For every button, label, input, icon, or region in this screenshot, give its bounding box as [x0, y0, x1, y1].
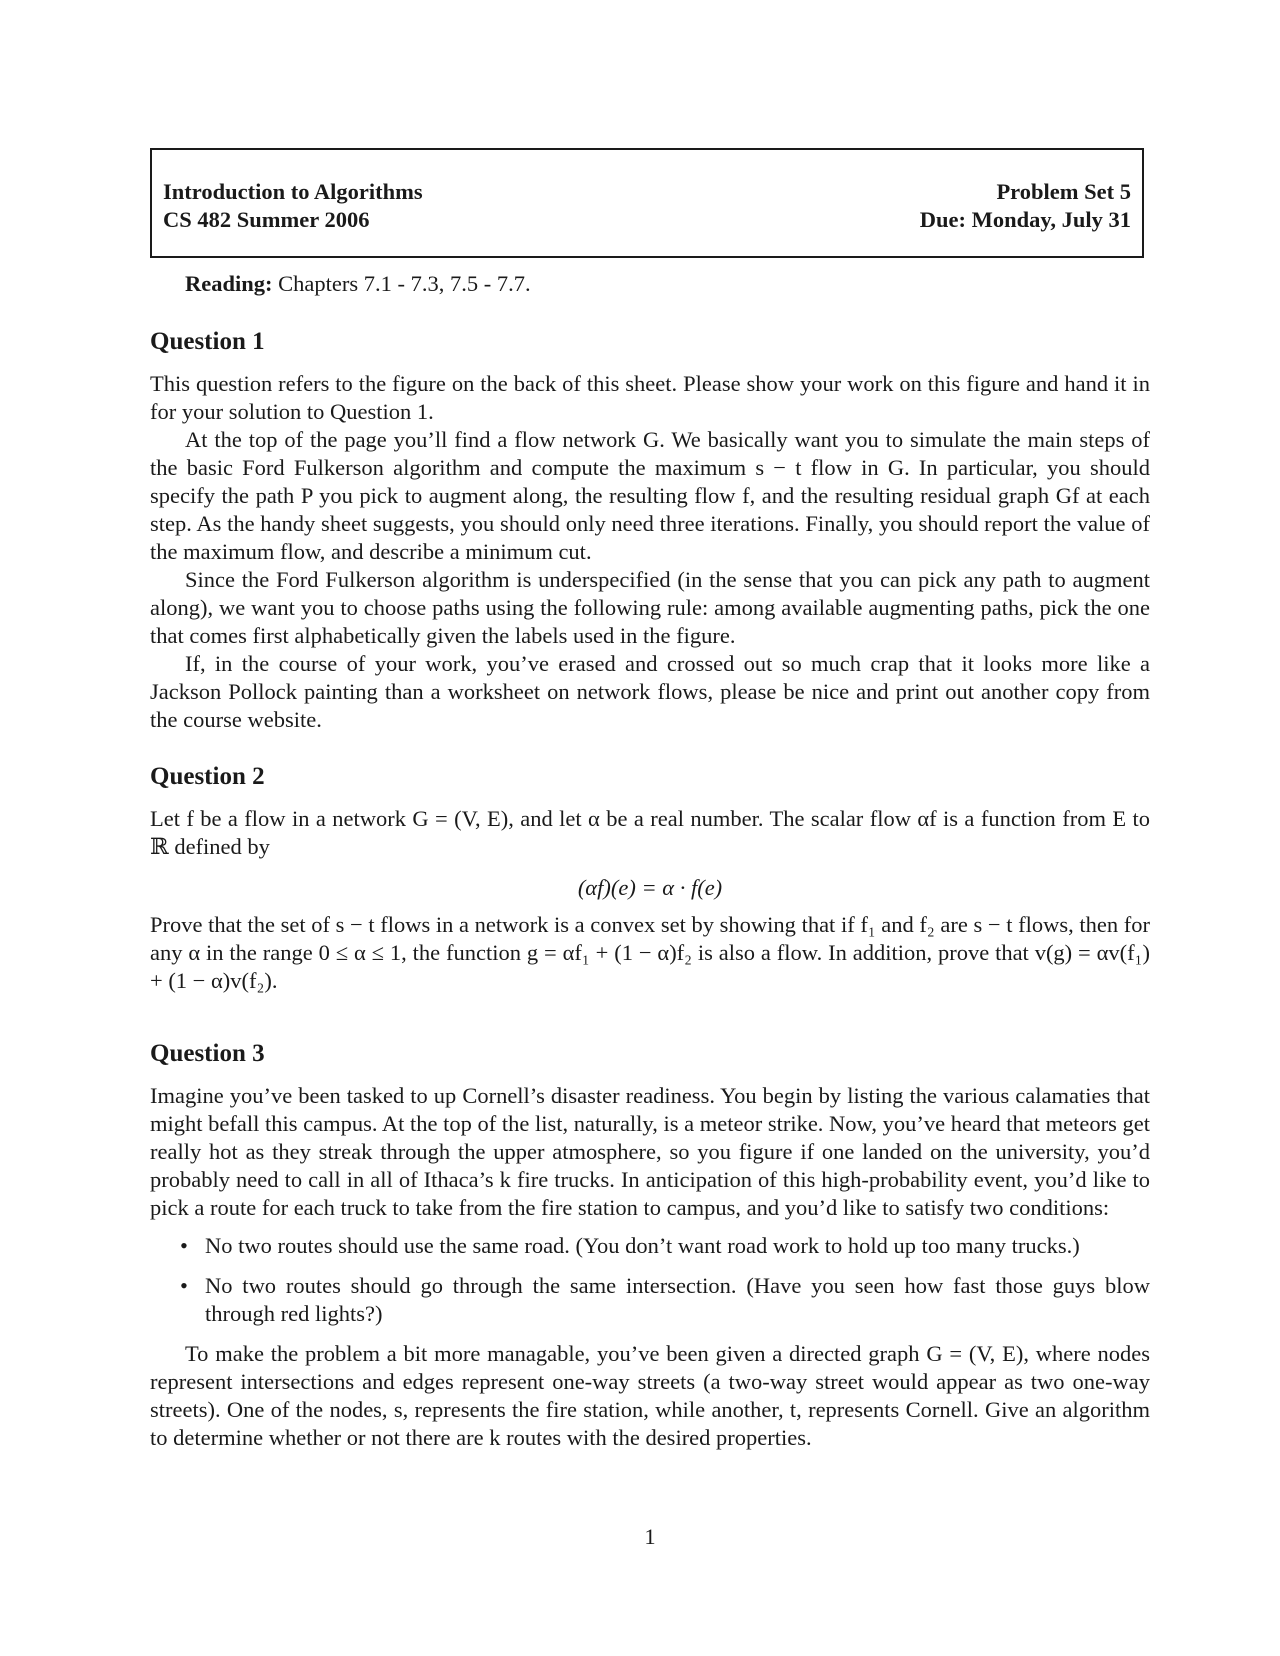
- problem-set-title: Problem Set 5: [996, 179, 1131, 204]
- q1-paragraph: Since the Ford Fulkerson algorithm is underspecified (in the sense that you can pick any path to augment along), we want you to choose paths using the following rule: among available augmenting paths, pick the one that comes first alphabetically given the labels used in the figure.: [150, 567, 1150, 648]
- course-title: Introduction to Algorithms: [163, 179, 423, 204]
- bullet-icon: •: [180, 1273, 188, 1298]
- header-right: [920, 178, 1131, 234]
- q3-conditions-list: [150, 1232, 1150, 1328]
- list-item: [180, 1232, 1150, 1260]
- q2-intro: Let f be a flow in a network G = (V, E), and let α be a real number. The scalar flow αf is a function from E to ℝ defined by: [150, 806, 1150, 859]
- header-left: [163, 178, 423, 234]
- question-2-body: [150, 805, 1150, 995]
- bullet-icon: •: [180, 1233, 188, 1258]
- reading-label: Reading:: [185, 271, 273, 296]
- page-number: 1: [644, 1524, 656, 1549]
- q1-paragraph: At the top of the page you’ll find a flow network G. We basically want you to simulate the main steps of the basic Ford Fulkerson algorithm and compute the maximum s − t flow in G. In particular, you should specify the path P you pick to augment along, the resulting flow f, and the resulting residual graph Gf at each step. As the handy sheet suggests, you should only need three iterations. Finally, you should report the value of the maximum flow, and describe a minimum cut.: [150, 427, 1150, 564]
- due-date: Due: Monday, July 31: [919, 207, 1131, 232]
- question-3-body: [150, 1082, 1150, 1452]
- q3-intro: Imagine you’ve been tasked to up Cornell’s disaster readiness. You begin by listing the various calamaties that might befall this campus. At the top of the list, naturally, is a meteor strike. Now, you’ve heard that meteors get really hot as they streak through the upper atmosphere, so you figure if one landed on the university, you’d probably need to call in all of Ithaca’s k fire trucks. In anticipation of this high-probability event, you’d like to pick a route for each truck to take from the fire station to campus, and you’d like to satisfy two conditions:: [150, 1083, 1150, 1220]
- course-term: CS 482 Summer 2006: [163, 207, 370, 232]
- q2-equation: (αf)(e) = α · f(e): [577, 875, 723, 900]
- question-2-heading: Question 2: [150, 763, 265, 790]
- list-item-text: No two routes should go through the same intersection. (Have you seen how fast those guys blow through red lights?): [205, 1273, 1150, 1326]
- list-item-text: No two routes should use the same road. (You don’t want road work to hold up too many trucks.): [205, 1233, 1080, 1258]
- q1-paragraph: This question refers to the figure on the back of this sheet. Please show your work on this figure and hand it in for your solution to Question 1.: [150, 371, 1150, 424]
- list-item: [180, 1272, 1150, 1328]
- question-1-body: [150, 370, 1150, 734]
- question-3-heading: Question 3: [150, 1040, 265, 1067]
- q2-body: Prove that the set of s − t flows in a network is a convex set by showing that if f₁ and f₂ are s − t flows, then for any α in the range 0 ≤ α ≤ 1, the function g = αf₁ + (1 − α)f₂ is also a flow. In addition, prove that v(g) = αv(f₁) + (1 − α)v(f₂).: [150, 912, 1150, 993]
- question-1-heading: Question 1: [150, 328, 265, 355]
- q3-closing: To make the problem a bit more managable, you’ve been given a directed graph G = (V, E), where nodes represent intersections and edges represent one-way streets (a two-way street would appear as two one-way streets). One of the nodes, s, represents the fire station, while another, t, represents Cornell. Give an algorithm to determine whether or not there are k routes with the desired properties.: [150, 1341, 1150, 1450]
- header-box: [150, 148, 1144, 258]
- reading-line: [185, 270, 531, 298]
- q1-paragraph: If, in the course of your work, you’ve erased and crossed out so much crap that it looks more like a Jackson Pollock painting than a worksheet on network flows, please be nice and print out another copy from the course website.: [150, 651, 1150, 732]
- reading-text: Chapters 7.1 - 7.3, 7.5 - 7.7.: [278, 271, 531, 296]
